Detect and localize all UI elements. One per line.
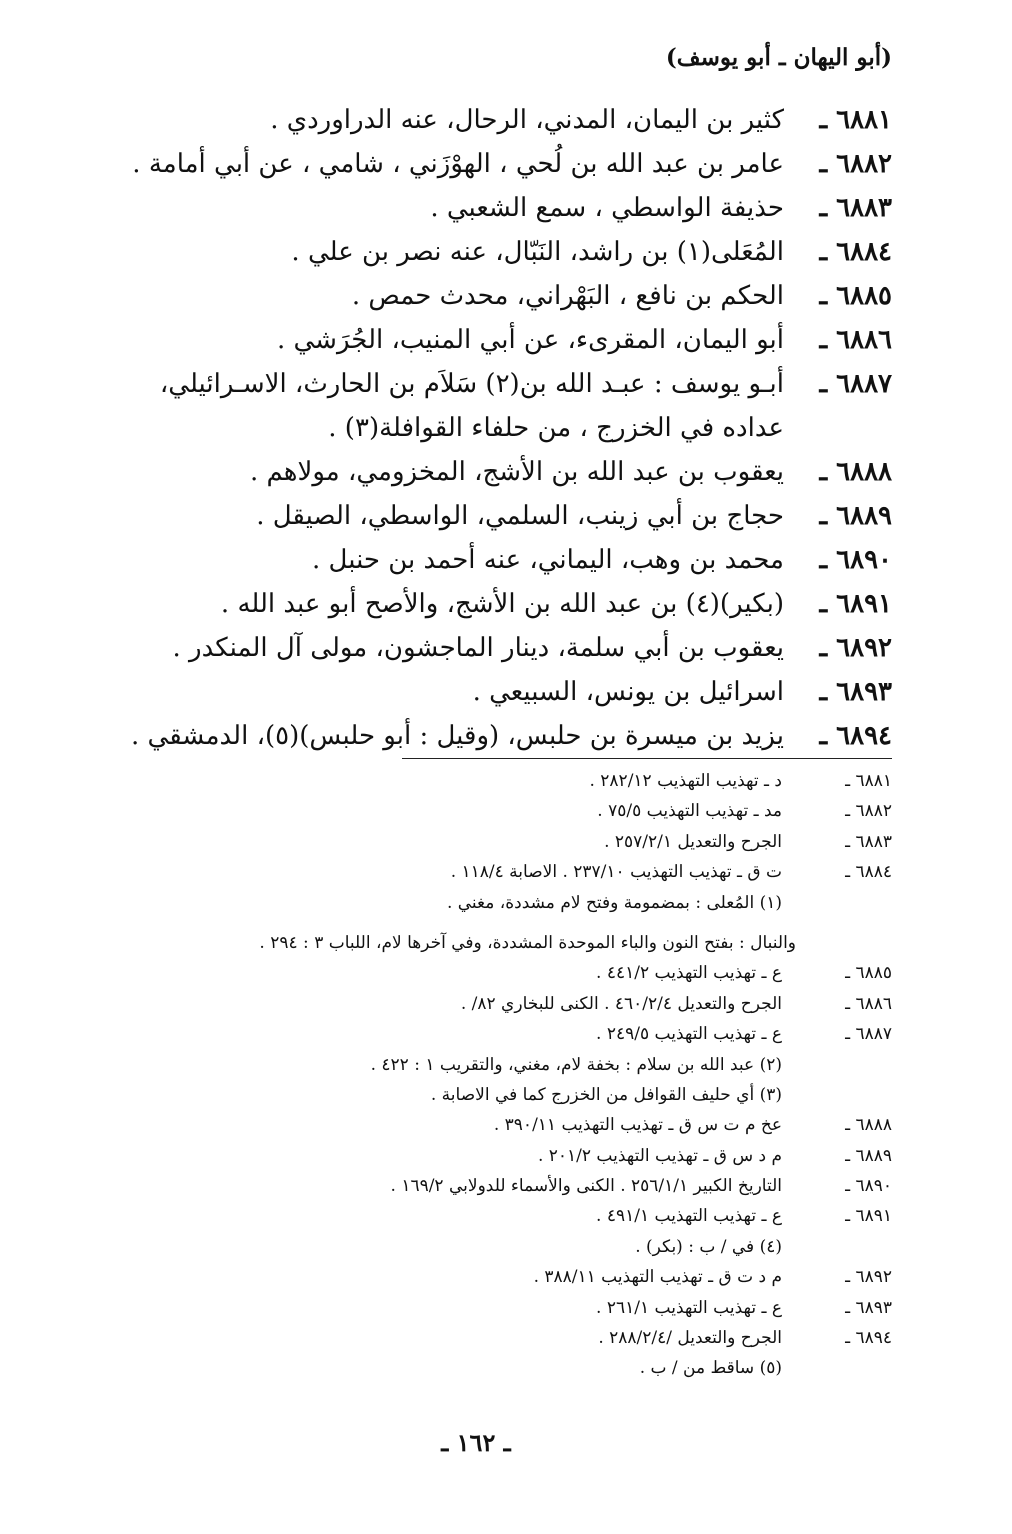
footnotes xyxy=(132,766,892,1384)
entry xyxy=(92,98,892,142)
entry-text: يزيد بن ميسرة بن حلبس، (وقيل : أبو حلبس)(٥)، الدمشقي . xyxy=(131,721,784,751)
entry-text: عامر بن عبد الله بن لُحي ، الهوْزَني ، شامي ، عن أبي أمامة . xyxy=(132,149,784,179)
entry-text: المُعَلى(١) بن راشد، النَبّال، عنه نصر بن علي . xyxy=(291,237,784,267)
footnote-line xyxy=(132,928,892,958)
entry-number: ٦٨٨١ ـ xyxy=(819,105,892,135)
entry xyxy=(92,670,892,714)
note-number: ٦٨٨٩ ـ xyxy=(845,1145,892,1166)
entry-number: ٦٨٩٢ ـ xyxy=(819,633,892,663)
note-text: ت ق ـ تهذيب التهذيب ٢٣٧/١٠ . الاصابة ١١٨/٤ . xyxy=(450,862,782,883)
footnote-line xyxy=(132,1232,892,1262)
note-text: عخ م ت س ق ـ تهذيب التهذيب ٣٩٠/١١ . xyxy=(493,1115,782,1136)
note-number: ٦٨٨٨ ـ xyxy=(845,1115,892,1136)
note-text: التاريخ الكبير ٢٥٦/١/١ . الكنى والأسماء للدولابي ١٦٩/٢ . xyxy=(390,1176,782,1197)
note-number: ٦٨٨٦ ـ xyxy=(845,993,892,1014)
footnote-line xyxy=(132,888,892,918)
footnote-line xyxy=(132,1050,892,1080)
entry xyxy=(92,582,892,626)
note-text: ع ـ تهذيب التهذيب ٤٩١/١ . xyxy=(596,1206,782,1227)
note-text: الجرح والتعديل /٢٨٨/٢/٤ . xyxy=(598,1328,782,1349)
note-line xyxy=(132,1019,892,1049)
footnote-line xyxy=(132,1080,892,1110)
entry-number: ٦٨٨٦ ـ xyxy=(819,325,892,355)
entry xyxy=(92,142,892,186)
note-number: ٦٨٩٣ ـ xyxy=(845,1297,892,1318)
entry-number: ٦٨٩٠ ـ xyxy=(819,545,892,575)
entry-text: يعقوب بن عبد الله بن الأشج، المخزومي، مولاهم . xyxy=(249,457,784,487)
note-line xyxy=(132,827,892,857)
entry xyxy=(92,230,892,274)
note-number: ٦٨٨٣ ـ xyxy=(845,831,892,852)
entry-number: ٦٨٩٤ ـ xyxy=(819,721,892,751)
note-number: ٦٨٨٤ ـ xyxy=(845,862,892,883)
note-number: ٦٨٩٢ ـ xyxy=(845,1267,892,1288)
entry-text: حذيفة الواسطي ، سمع الشعبي . xyxy=(430,193,784,223)
note-text: الجرح والتعديل ٢٥٧/٢/١ . xyxy=(604,831,782,852)
entry-number: ٦٨٨٨ ـ xyxy=(819,457,892,487)
note-line xyxy=(132,1201,892,1231)
entry-text: (بكير)(٤) بن عبد الله بن الأشج، والأصح أبو عبد الله . xyxy=(220,589,784,619)
entry-text: حجاج بن أبي زينب، السلمي، الواسطي، الصيقل . xyxy=(256,501,784,531)
note-text: ع ـ تهذيب التهذيب ٢٤٩/٥ . xyxy=(596,1024,782,1045)
note-text: م د ت ق ـ تهذيب التهذيب ٣٨٨/١١ . xyxy=(533,1267,782,1288)
note-text: م د س ق ـ تهذيب التهذيب ٢٠١/٢ . xyxy=(537,1145,782,1166)
entry-number: ٦٨٨٩ ـ xyxy=(819,501,892,531)
entry-text: أبـو يوسف : عبـد الله بن(٢) سَلاَم بن الحارث، الاسـرائيلي، عداده في الخزرج ، من حلفاء القوافلة(٣) . xyxy=(159,369,784,443)
note-number: ٦٨٨٢ ـ xyxy=(845,801,892,822)
entry xyxy=(92,538,892,582)
note-line xyxy=(132,958,892,988)
entry xyxy=(92,274,892,318)
note-line xyxy=(132,1293,892,1323)
entry-number: ٦٨٩٣ ـ xyxy=(819,677,892,707)
entry-number: ٦٨٨٣ ـ xyxy=(819,193,892,223)
note-number: ٦٨٩٤ ـ xyxy=(845,1328,892,1349)
note-line xyxy=(132,1141,892,1171)
entry-text: أبو اليمان، المقرىء، عن أبي المنيب، الجُرَشي . xyxy=(276,325,784,355)
note-text: (٢) عبد الله بن سلام : بخفة لام، مغني، والتقريب ١ : ٤٢٢ . xyxy=(370,1054,782,1075)
note-line xyxy=(132,1323,892,1353)
note-number: ٦٨٨١ ـ xyxy=(845,771,892,791)
footnote-line xyxy=(132,1353,892,1383)
running-header: (أبو اليهان ـ أبو يوسف) xyxy=(665,44,892,71)
entry-text: الحكم بن نافع ، البَهْراني، محدث حمص . xyxy=(351,281,784,311)
entry-number: ٦٨٨٢ ـ xyxy=(819,149,892,179)
note-number: ٦٨٨٥ ـ xyxy=(845,963,892,984)
note-number: ٦٨٨٧ ـ xyxy=(845,1024,892,1045)
entry-number: ٦٨٨٥ ـ xyxy=(819,281,892,311)
entry xyxy=(92,494,892,538)
entry xyxy=(92,318,892,362)
note-text: د ـ تهذيب التهذيب ٢٨٢/١٢ . xyxy=(589,771,782,791)
note-text: ع ـ تهذيب التهذيب ٤٤١/٢ . xyxy=(596,963,782,984)
entry xyxy=(92,626,892,670)
note-number: ٦٨٩١ ـ xyxy=(845,1206,892,1227)
note-text: الجرح والتعديل ٤٦٠/٢/٤ . الكنى للبخاري ٨٢/ . xyxy=(460,993,782,1014)
note-line xyxy=(132,857,892,887)
footnote-divider xyxy=(402,758,892,759)
entry-number: ٦٨٨٤ ـ xyxy=(819,237,892,267)
entry xyxy=(92,450,892,494)
note-text: والنبال : بفتح النون والباء الموحدة المشددة، وفي آخرها لام، اللباب ٣ : ٢٩٤ . xyxy=(259,932,796,953)
note-line xyxy=(132,989,892,1019)
note-text: (١) المُعلى : بمضمومة وفتح لام مشددة، مغني . xyxy=(446,892,782,913)
page-number: ـ ١٦٢ ـ xyxy=(441,1428,511,1457)
entry-text: كثير بن اليمان، المدني، الرحال، عنه الدراوردي . xyxy=(270,105,784,135)
entry-text: اسرائيل بن يونس، السبيعي . xyxy=(472,677,784,707)
note-line xyxy=(132,796,892,826)
entry xyxy=(92,186,892,230)
entry-number: ٦٨٩١ ـ xyxy=(819,589,892,619)
note-line xyxy=(132,766,892,796)
entries-list xyxy=(92,98,892,758)
note-number: ٦٨٩٠ ـ xyxy=(845,1176,892,1197)
note-text: ع ـ تهذيب التهذيب ٢٦١/١ . xyxy=(596,1297,782,1318)
note-text: (٣) أي حليف القوافل من الخزرج كما في الاصابة . xyxy=(430,1084,782,1105)
note-text: (٥) ساقط من / ب . xyxy=(639,1358,782,1379)
entry-text: محمد بن وهب، اليماني، عنه أحمد بن حنبل . xyxy=(312,545,784,575)
entry-text: يعقوب بن أبي سلمة، دينار الماجشون، مولى آل المنكدر . xyxy=(172,633,784,663)
note-text: مد ـ تهذيب التهذيب ٧٥/٥ . xyxy=(597,801,782,822)
note-line xyxy=(132,1262,892,1292)
entry xyxy=(92,714,892,758)
note-line xyxy=(132,1171,892,1201)
entry xyxy=(92,362,892,450)
note-text: (٤) في / ب : (بكر) . xyxy=(635,1236,782,1257)
entry-number: ٦٨٨٧ ـ xyxy=(819,369,892,399)
note-line xyxy=(132,1110,892,1140)
